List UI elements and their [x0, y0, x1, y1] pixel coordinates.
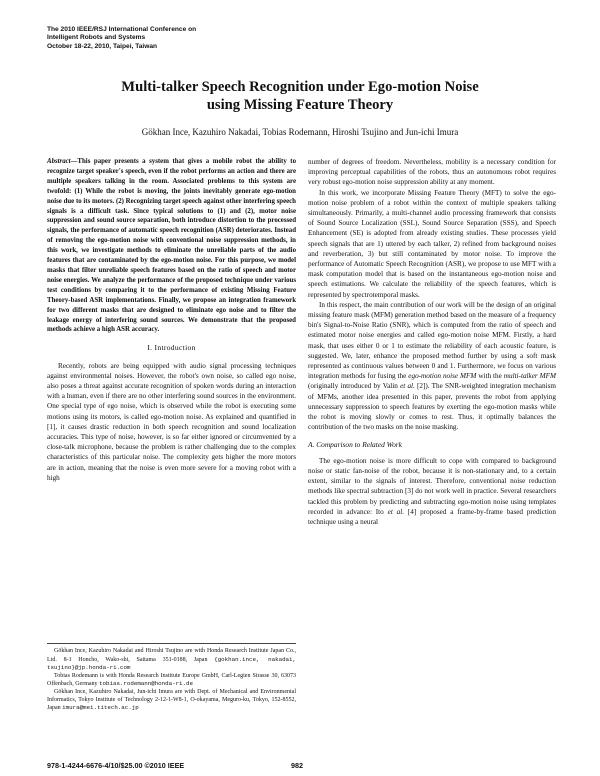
abstract-lead: Abstract — [47, 158, 71, 165]
intro-paragraph-1: Recently, robots are being equipped with audio signal processing techniques against environmental noises. However, the robot's own noise, so called ego noise, also poses a threat against accurate recognition of spoken words during an interaction with a human, even if there are no other interfering sound sources in the environment. One special type of ego noise, which is observed while the robot is executing some motions using its motors, is called ego-motion noise. As explained and quantified in [1], it causes drastic reduction in both speech recognition and sound localization accuracies. This type of noise, however, is so far either ignored or circumvented by a close-talk microphone, because the problem is rather challenging due to the complex characteristics of this particular noise. The complexity gets higher the more motors are in action, meaning that the noise is even more severe for a moving robot with a high — [47, 361, 296, 482]
footnote-2-email: tobias.rodemann@honda-ri.de — [99, 680, 193, 688]
page-number: 982 — [291, 761, 303, 770]
left-column — [47, 157, 296, 483]
footnote-3-email: imura@mei.titech.ac.jp — [62, 704, 139, 712]
intro-paragraph-3: In this respect, the main contribution of our work will be the design of an original missing feature mask (MFM) generation method based on the measure of a frequency bin's Signal-to-Noise Ratio (SNR), which is computed from the ratio of speech and estimated motor noise energies and called ego-motion noise MFM. Firstly, a hard mask, that uses either 0 or 1 to estimate the reliability of each acoustic feature, is suggested. We, later, enhance the proposed method further by using a soft mask represented as continuous values between 0 and 1. Furthermore, we focus on various integration methods for fusing the ego-motion noise MFM with the multi-talker MFM (originally introduced by Valin et al. [2]). The SNR-weighted integration mechanism of MFMs, another idea presented in this paper, prevents the robot from applying unnecessary suppression to speech features by exerting the ego-motion masks while the robot is moving slowly or comes to rest. Thus, it optimally balances the contribution of the two masks on the noise masking. — [308, 300, 557, 432]
title-line-2: using Missing Feature Theory — [206, 97, 394, 113]
conference-line-2: Intelligent Robots and Systems — [47, 34, 146, 42]
author-list: Gökhan Ince, Kazuhiro Nakadai, Tobias Rodemann, Hiroshi Tsujino and Jun-ichi Imura — [141, 127, 459, 137]
title-line-1: Multi-talker Speech Recognition under Ego-motion Noise — [121, 79, 479, 95]
footnote-1-email: {gokhan.ince, nakadai, tsujino}@jp.honda-ri.com — [47, 655, 296, 672]
subsection-heading-related-work: A. Comparison to Related Work — [308, 440, 402, 450]
paper-title — [40, 78, 560, 114]
intro-paragraph-1-continued: number of degrees of freedom. Nevertheless, mobility is a necessary condition for improving perceptual capabilities of the robots, thus an autonomous robot requires very robust ego-motion noise suppression ability at any moment. — [308, 158, 556, 187]
abstract — [47, 157, 296, 335]
conference-header — [47, 26, 307, 51]
conference-line-3: October 18-22, 2010, Taipei, Taiwan — [47, 42, 158, 50]
conference-line-1: The 2010 IEEE/RSJ International Conference on — [47, 26, 197, 33]
related-work-paragraph: The ego-motion noise is more difficult to cope with compared to background noise or static fan-noise of the robot, because it is non-stationary and, to a certain extent, similar to the signals of interest. Therefore, conventional noise reduction methods like spectral subtraction [3] do not work well in practice. Several researchers tackled this problem by predicting and subtracting ego-motion noise using templates recorded in advance: Ito et al. [4] proposed a frame-by-frame based prediction technique using a neural — [308, 456, 556, 526]
isbn-footer: 978-1-4244-6676-4/10/$25.00 ©2010 IEEE — [47, 761, 185, 770]
footnote-2: Tobias Rodemann is with Honda Research Institute Europe GmbH, Carl-Legien Strasse 30, 63073 Offenbach, Germany tobias.rodemann@honda-ri.de — [47, 672, 296, 688]
author-footnotes — [47, 643, 296, 713]
intro-paragraph-2: In this work, we incorporate Missing Feature Theory (MFT) to solve the ego-motion noise problem of a robot within the context of multiple speakers talking simultaneously. Primarily, a multi-channel audio processing framework that consists of Sound Source Localization (SSL), Sound Source Separation (SSS), and Speech Enhancement (SE) is adopted from already existing studies. These processes yield speech signals that are 1) uttered by each talker, 2) refined from background noises and reverberation, 3) but still contaminated by motor noise. To improve the performance of Automatic Speech Recognition (ASR), we propose to use MFT with a mask computation model that is based on the instantaneous ego-motion noise and speech estimations. We calculate the reliability of the speech features, which is represented by spectrotemporal masks. — [308, 188, 556, 299]
section-heading-introduction: I. Introduction — [147, 343, 196, 353]
right-column — [308, 157, 556, 527]
footnote-1: Gökhan Ince, Kazuhiro Nakadai and Hiroshi Tsujino are with Honda Research Institute Japan Co., Ltd. 8-1 Honcho, Wako-shi, Saitama 351-0188, Japan {gokhan.ince, nakadai, tsujino}@jp.honda-ri.com — [47, 648, 296, 672]
abstract-text: —This paper presents a system that gives a mobile robot the ability to recognize target speaker's speech, even if the robot performs an action and there are multiple speakers talking in the room. Associated problems to this system are twofold: (1) While the robot is moving, the joints inevitably generate ego-motion noise due to its motors. (2) Recognizing target speech against other interfering speech signals is a difficult task. Since typical solutions to (1) and (2), motor noise suppression and sound source separation, both introduce distortion to the processed signals, the performance of automatic speech recognition (ASR) deteriorates. Instead of removing the ego-motion noise with conventional noise suppression methods, in this work, we investigate methods to eliminate the unreliable parts of the audio features that are contaminated by the ego-motion noise. For this purpose, we model masks that filter unreliable speech features based on the ratio of speech and motor noise energies. We analyze the performance of the proposed technique under various test conditions by comparing it to the performance of existing Missing Feature Theory-based ASR implementations. Finally, we propose an integration framework for two different masks that are designed to eliminate ego noise and to filter the leakage energy of interfering sound sources. We demonstrate that the proposed methods achieve a high ASR accuracy. — [47, 158, 296, 334]
footnote-3: Gökhan Ince, Kazuhiro Nakadai, Jun-ichi Imura are with Dept. of Mechanical and Environmental Informatics, Tokyo Institute of Technology 2-12-1-W8-1, O-okayama, Meguro-ku, Tokyo, 152-8552, Japan imura@mei.titech.ac.jp — [47, 688, 296, 712]
